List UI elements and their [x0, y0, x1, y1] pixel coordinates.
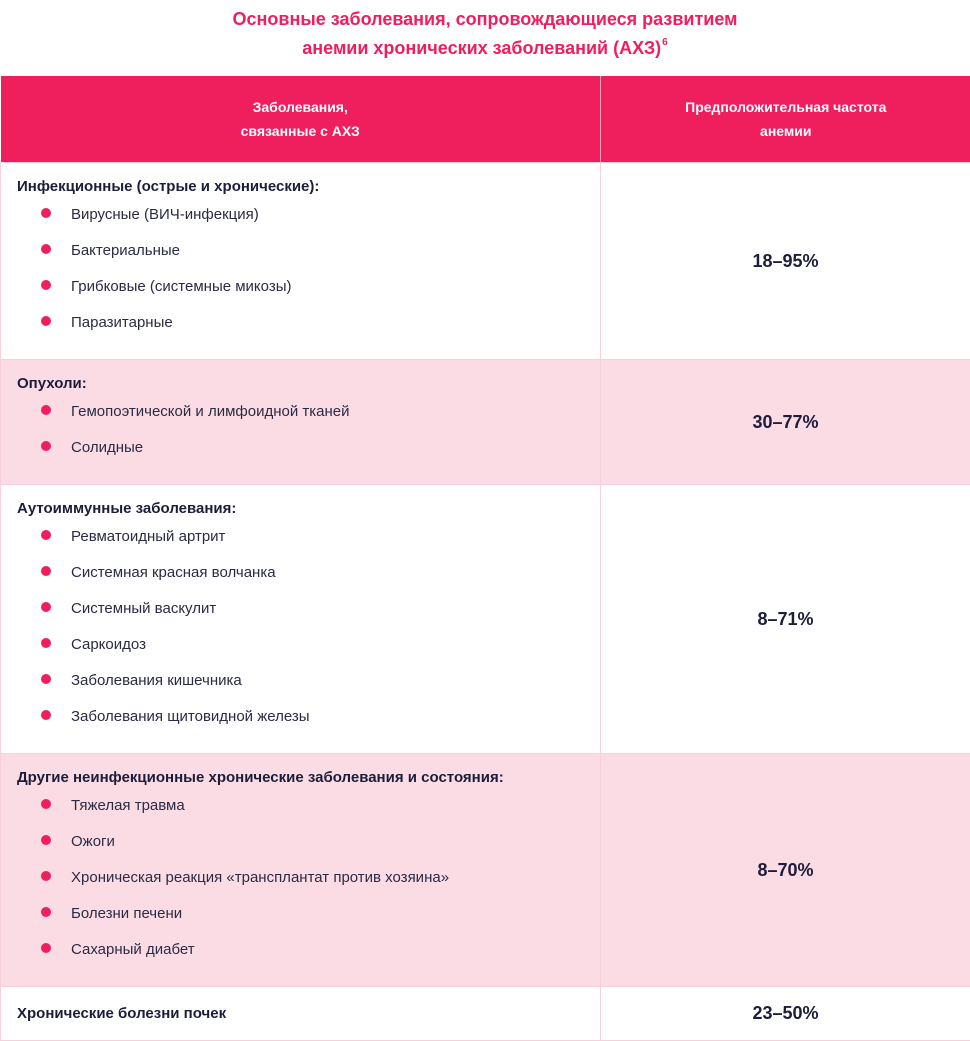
table-row-infectious — [1, 163, 970, 360]
category-cell — [1, 163, 601, 360]
bullet-dot-icon — [41, 674, 51, 684]
list-item — [17, 394, 600, 430]
list-item — [17, 197, 600, 233]
bullet-dot-icon — [41, 799, 51, 809]
list-item — [17, 430, 600, 466]
bullet-dot-icon — [41, 280, 51, 290]
header-diseases-line-1: Заболевания, — [1, 95, 601, 119]
bullet-dot-icon — [41, 602, 51, 612]
list-item — [17, 663, 600, 699]
frequency-cell: 30–77% — [601, 360, 970, 485]
page-title-line-2 — [0, 34, 970, 63]
list-item — [17, 699, 600, 735]
bullet-dot-icon — [41, 441, 51, 451]
category-items-list — [17, 197, 600, 341]
list-item-label: Саркоидоз — [71, 636, 146, 653]
list-item — [17, 269, 600, 305]
bullet-dot-icon — [41, 710, 51, 720]
bullet-dot-icon — [41, 405, 51, 415]
list-item — [17, 896, 600, 932]
bullet-dot-icon — [41, 316, 51, 326]
bullet-dot-icon — [41, 835, 51, 845]
header-diseases-line-2: связанные с АХЗ — [1, 119, 601, 143]
table-row-ckd — [1, 987, 970, 1041]
table-row-autoimmune — [1, 485, 970, 754]
list-item-label: Сахарный диабет — [71, 941, 195, 958]
bullet-dot-icon — [41, 907, 51, 917]
list-item — [17, 627, 600, 663]
header-diseases — [1, 76, 601, 163]
table-header-row — [1, 76, 970, 163]
list-item — [17, 824, 600, 860]
list-item — [17, 788, 600, 824]
list-item-label: Хроническая реакция «трансплантат против хозяина» — [71, 869, 449, 886]
page-title-line-2-text: анемии хронических заболеваний (АХЗ) — [302, 38, 661, 58]
list-item — [17, 233, 600, 269]
list-item — [17, 932, 600, 968]
header-frequency-line-1: Предположительная частота — [601, 95, 970, 119]
list-item-label: Системный васкулит — [71, 600, 216, 617]
list-item — [17, 305, 600, 341]
footnote-marker: 6 — [662, 37, 668, 48]
list-item — [17, 860, 600, 896]
frequency-cell: 8–70% — [601, 754, 970, 987]
list-item-label: Вирусные (ВИЧ-инфекция) — [71, 206, 259, 223]
category-title: Хронические болезни почек — [17, 1004, 600, 1024]
frequency-cell: 18–95% — [601, 163, 970, 360]
bullet-dot-icon — [41, 530, 51, 540]
category-cell — [1, 485, 601, 754]
table-row-other-noninfectious — [1, 754, 970, 987]
category-title: Опухоли: — [17, 374, 600, 394]
category-title: Аутоиммунные заболевания: — [17, 499, 600, 519]
category-title: Другие неинфекционные хронические заболевания и состояния: — [17, 768, 600, 788]
list-item — [17, 519, 600, 555]
category-title: Инфекционные (острые и хронические): — [17, 177, 600, 197]
bullet-dot-icon — [41, 638, 51, 648]
page-title — [0, 0, 970, 76]
list-item — [17, 555, 600, 591]
bullet-dot-icon — [41, 566, 51, 576]
category-items-list — [17, 519, 600, 735]
list-item-label: Грибковые (системные микозы) — [71, 278, 291, 295]
category-items-list — [17, 394, 600, 466]
bullet-dot-icon — [41, 871, 51, 881]
bullet-dot-icon — [41, 208, 51, 218]
page-title-line-1: Основные заболевания, сопровождающиеся развитием — [0, 5, 970, 34]
bullet-dot-icon — [41, 943, 51, 953]
list-item-label: Гемопоэтической и лимфоидной тканей — [71, 403, 350, 420]
list-item-label: Болезни печени — [71, 905, 182, 922]
list-item-label: Солидные — [71, 439, 143, 456]
header-frequency — [601, 76, 970, 163]
header-frequency-line-2: анемии — [601, 119, 970, 143]
category-cell — [1, 987, 601, 1041]
category-items-list — [17, 788, 600, 968]
list-item-label: Ревматоидный артрит — [71, 528, 225, 545]
list-item-label: Системная красная волчанка — [71, 564, 276, 581]
list-item — [17, 591, 600, 627]
diseases-table — [0, 76, 970, 1041]
list-item-label: Бактериальные — [71, 242, 180, 259]
category-cell — [1, 754, 601, 987]
frequency-cell: 8–71% — [601, 485, 970, 754]
bullet-dot-icon — [41, 244, 51, 254]
list-item-label: Ожоги — [71, 833, 115, 850]
list-item-label: Паразитарные — [71, 314, 173, 331]
list-item-label: Тяжелая травма — [71, 797, 185, 814]
list-item-label: Заболевания кишечника — [71, 672, 242, 689]
frequency-cell: 23–50% — [601, 987, 970, 1041]
list-item-label: Заболевания щитовидной железы — [71, 708, 310, 725]
category-cell — [1, 360, 601, 485]
table-row-tumors — [1, 360, 970, 485]
